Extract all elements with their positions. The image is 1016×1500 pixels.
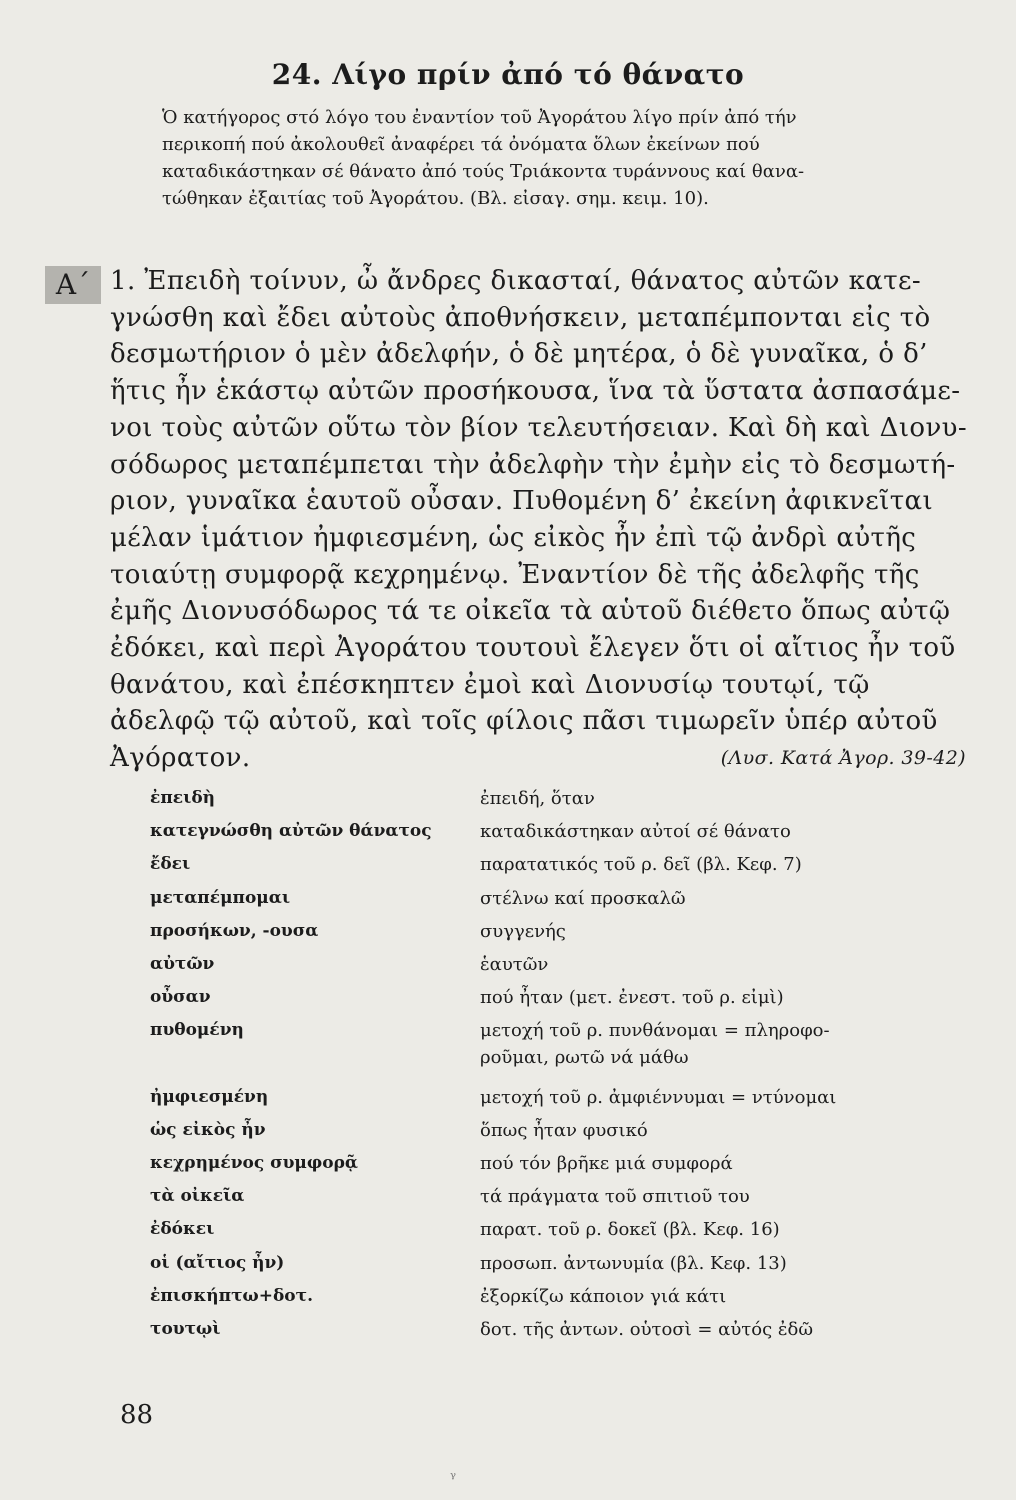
glossary-definition-line: μετοχή τοῦ ρ. ἀμφιέννυμαι = ντύνομαι bbox=[480, 1086, 837, 1108]
glossary-definition-line: ἐξορκίζω κάποιον γιά κάτι bbox=[480, 1285, 727, 1307]
glossary-definition bbox=[480, 1313, 813, 1343]
glossary-definition-line: ἐπειδή, ὅταν bbox=[480, 788, 595, 809]
glossary-term: οἱ (αἴτιος ἦν) bbox=[150, 1252, 285, 1273]
glossary-term: ἔδει bbox=[150, 854, 191, 875]
glossary-definition-line: ροῦμαι, ρωτῶ νά μάθω bbox=[480, 1047, 689, 1069]
glossary-definition bbox=[480, 882, 686, 912]
glossary-row bbox=[150, 1114, 970, 1147]
passage-line: δεσμωτήριον ὁ μὲν ἀδελφήν, ὁ δὲ μητέρα, ὁ δὲ γυναῖκα, ὁ δ’ bbox=[110, 339, 928, 370]
passage-line: ἐδόκει, καὶ περὶ Ἀγοράτου τουτουὶ ἔλεγεν ὅτι οἱ αἴτιος ἦν τοῦ bbox=[110, 633, 956, 664]
glossary-row bbox=[150, 1180, 970, 1213]
glossary-definition-line: δοτ. τῆς ἀντων. οὑτοσὶ = αὐτός ἐδῶ bbox=[480, 1319, 814, 1341]
glossary-definition-line: παρατατικός τοῦ ρ. δεῖ (βλ. Κεφ. 7) bbox=[480, 854, 802, 876]
glossary-definition bbox=[480, 981, 784, 1011]
passage-line: ἀδελφῷ τῷ αὐτοῦ, καὶ τοῖς φίλοις πᾶσι τιμωρεῖν ὑπέρ αὐτοῦ bbox=[110, 706, 938, 737]
glossary-row bbox=[150, 1313, 970, 1346]
glossary-definition bbox=[480, 1147, 733, 1177]
glossary-definition-line: πού τόν βρῆκε μιά συμφορά bbox=[480, 1153, 733, 1175]
glossary-row bbox=[150, 1213, 970, 1246]
glossary-definition bbox=[480, 848, 802, 878]
glossary-definition bbox=[480, 1114, 648, 1144]
glossary-row bbox=[150, 948, 970, 981]
glossary-row bbox=[150, 1247, 970, 1280]
glossary-definition-line: συγγενής bbox=[480, 920, 566, 942]
section-label: Α΄ bbox=[45, 266, 101, 304]
passage-line: γνώσθη καὶ ἔδει αὐτοὺς ἀποθνήσκειν, μεταπέμπονται εἰς τὸ bbox=[110, 302, 931, 333]
glossary-term: ἐδόκει bbox=[150, 1219, 215, 1240]
intro-line: Ὁ κατήγορος στό λόγο του ἐναντίον τοῦ Ἀγοράτου λίγο πρίν ἀπό τήν bbox=[162, 107, 797, 128]
glossary-term: μεταπέμπομαι bbox=[150, 887, 291, 908]
glossary-row bbox=[150, 882, 970, 915]
glossary-definition bbox=[480, 1280, 726, 1310]
glossary-row bbox=[150, 981, 970, 1014]
passage-line: θανάτου, καὶ ἐπέσκηπτεν ἐμοὶ καὶ Διονυσίῳ τουτῳί, τῷ bbox=[110, 669, 870, 700]
glossary-term: πυθομένη bbox=[150, 1020, 244, 1041]
glossary-definition-line: προσωπ. ἀντωνυμία (βλ. Κεφ. 13) bbox=[480, 1252, 787, 1274]
glossary-term: κεχρημένος συμφορᾷ bbox=[150, 1153, 358, 1174]
glossary-row bbox=[150, 1280, 970, 1313]
glossary-definition bbox=[480, 815, 791, 845]
passage-line: ριον, γυναῖκα ἑαυτοῦ οὖσαν. Πυθομένη δ’ ἐκείνη ἀφικνεῖται bbox=[110, 486, 934, 517]
glossary-definition-line: στέλνω καί προσκαλῶ bbox=[480, 887, 686, 909]
intro-paragraph bbox=[162, 104, 958, 212]
intro-line: περικοπή πού ἀκολουθεῖ ἀναφέρει τά ὀνόματα ὅλων ἐκείνων πού bbox=[162, 134, 760, 155]
glossary-term: ὡς εἰκὸς ἦν bbox=[150, 1119, 266, 1140]
glossary-definition-line: πού ἦταν (μετ. ἐνεστ. τοῦ ρ. εἰμὶ) bbox=[480, 987, 784, 1009]
glossary-row bbox=[150, 1081, 970, 1114]
glossary-definition bbox=[480, 948, 548, 978]
glossary-row bbox=[150, 815, 970, 848]
greek-passage bbox=[110, 263, 980, 777]
glossary-term: προσήκων, -ουσα bbox=[150, 920, 319, 941]
intro-line: καταδικάστηκαν σέ θάνατο ἀπό τούς Τριάκοντα τυράννους καί θανα- bbox=[162, 161, 805, 182]
glossary-definition-line: τά πράγματα τοῦ σπιτιοῦ του bbox=[480, 1186, 750, 1208]
glossary-term: τὰ οἰκεῖα bbox=[150, 1186, 245, 1207]
glossary-definition bbox=[480, 1213, 780, 1243]
passage-line: σόδωρος μεταπέμπεται τὴν ἀδελφὴν τὴν ἐμὴν εἰς τὸ δεσμωτή- bbox=[110, 449, 956, 480]
glossary-definition bbox=[480, 1180, 750, 1210]
citation: (Λυσ. Κατά Ἀγορ. 39-42) bbox=[720, 747, 966, 770]
glossary bbox=[150, 782, 970, 1346]
glossary-definition-line: καταδικάστηκαν αὐτοί σέ θάνατο bbox=[480, 821, 791, 843]
glossary-term: κατεγνώσθη αὐτῶν θάνατος bbox=[150, 821, 432, 842]
glossary-definition bbox=[480, 915, 566, 945]
glossary-row bbox=[150, 782, 970, 815]
passage-line: Ἀγόρατον. bbox=[110, 743, 251, 774]
glossary-term: οὖσαν bbox=[150, 987, 211, 1008]
glossary-row bbox=[150, 1014, 970, 1080]
glossary-definition bbox=[480, 1014, 830, 1071]
glossary-row bbox=[150, 915, 970, 948]
passage-line: νοι τοὺς αὐτῶν οὕτω τὸν βίον τελευτήσειαν. Καὶ δὴ καὶ Διονυ- bbox=[110, 412, 968, 443]
glossary-row bbox=[150, 1147, 970, 1180]
glossary-definition-line: ὅπως ἦταν φυσικό bbox=[480, 1119, 648, 1141]
glossary-term: τουτῳὶ bbox=[150, 1319, 221, 1340]
glossary-term: αὐτῶν bbox=[150, 953, 215, 974]
passage-last-line bbox=[110, 740, 980, 777]
glossary-term: ἐπειδὴ bbox=[150, 788, 216, 808]
glossary-term: ἠμφιεσμένη bbox=[150, 1086, 269, 1107]
intro-line: τώθηκαν ἐξαιτίας τοῦ Ἀγοράτου. (Βλ. εἰσαγ. σημ. κειμ. 10). bbox=[162, 188, 709, 209]
glossary-definition-line: μετοχή τοῦ ρ. πυνθάνομαι = πληροφο- bbox=[480, 1020, 830, 1042]
page-title: 24. Λίγο πρίν ἀπό τό θάνατο bbox=[271, 58, 745, 91]
passage-line: ἐμῆς Διονυσόδωρος τά τε οἰκεῖα τὰ αὑτοῦ διέθετο ὅπως αὐτῷ bbox=[110, 596, 951, 627]
passage-line: ἥτις ἦν ἑκάστῳ αὐτῶν προσήκουσα, ἵνα τὰ ὕστατα ἀσπασάμε- bbox=[110, 376, 961, 407]
glossary-definition-line: ἑαυτῶν bbox=[480, 953, 549, 975]
glossary-definition-line: παρατ. τοῦ ρ. δοκεῖ (βλ. Κεφ. 16) bbox=[480, 1219, 780, 1241]
glossary-definition bbox=[480, 782, 595, 812]
passage-line: τοιαύτῃ συμφορᾷ κεχρημένῳ. Ἐναντίον δὲ τῆς ἀδελφῆς τῆς bbox=[110, 559, 920, 590]
glossary-row bbox=[150, 848, 970, 881]
glossary-term: ἐπισκήπτω+δοτ. bbox=[150, 1285, 313, 1306]
glossary-definition bbox=[480, 1247, 787, 1277]
page-number: 88 bbox=[120, 1400, 154, 1430]
passage-line: μέλαν ἱμάτιον ἠμφιεσμένη, ὡς εἰκὸς ἦν ἐπὶ τῷ ἀνδρὶ αὐτῆς bbox=[110, 522, 917, 553]
glossary-definition bbox=[480, 1081, 836, 1111]
page-mark: ᵞ bbox=[450, 1468, 457, 1487]
passage-line: 1. Ἐπειδὴ τοίνυν, ὦ ἄνδρες δικασταί, θάνατος αὐτῶν κατε- bbox=[110, 266, 922, 296]
